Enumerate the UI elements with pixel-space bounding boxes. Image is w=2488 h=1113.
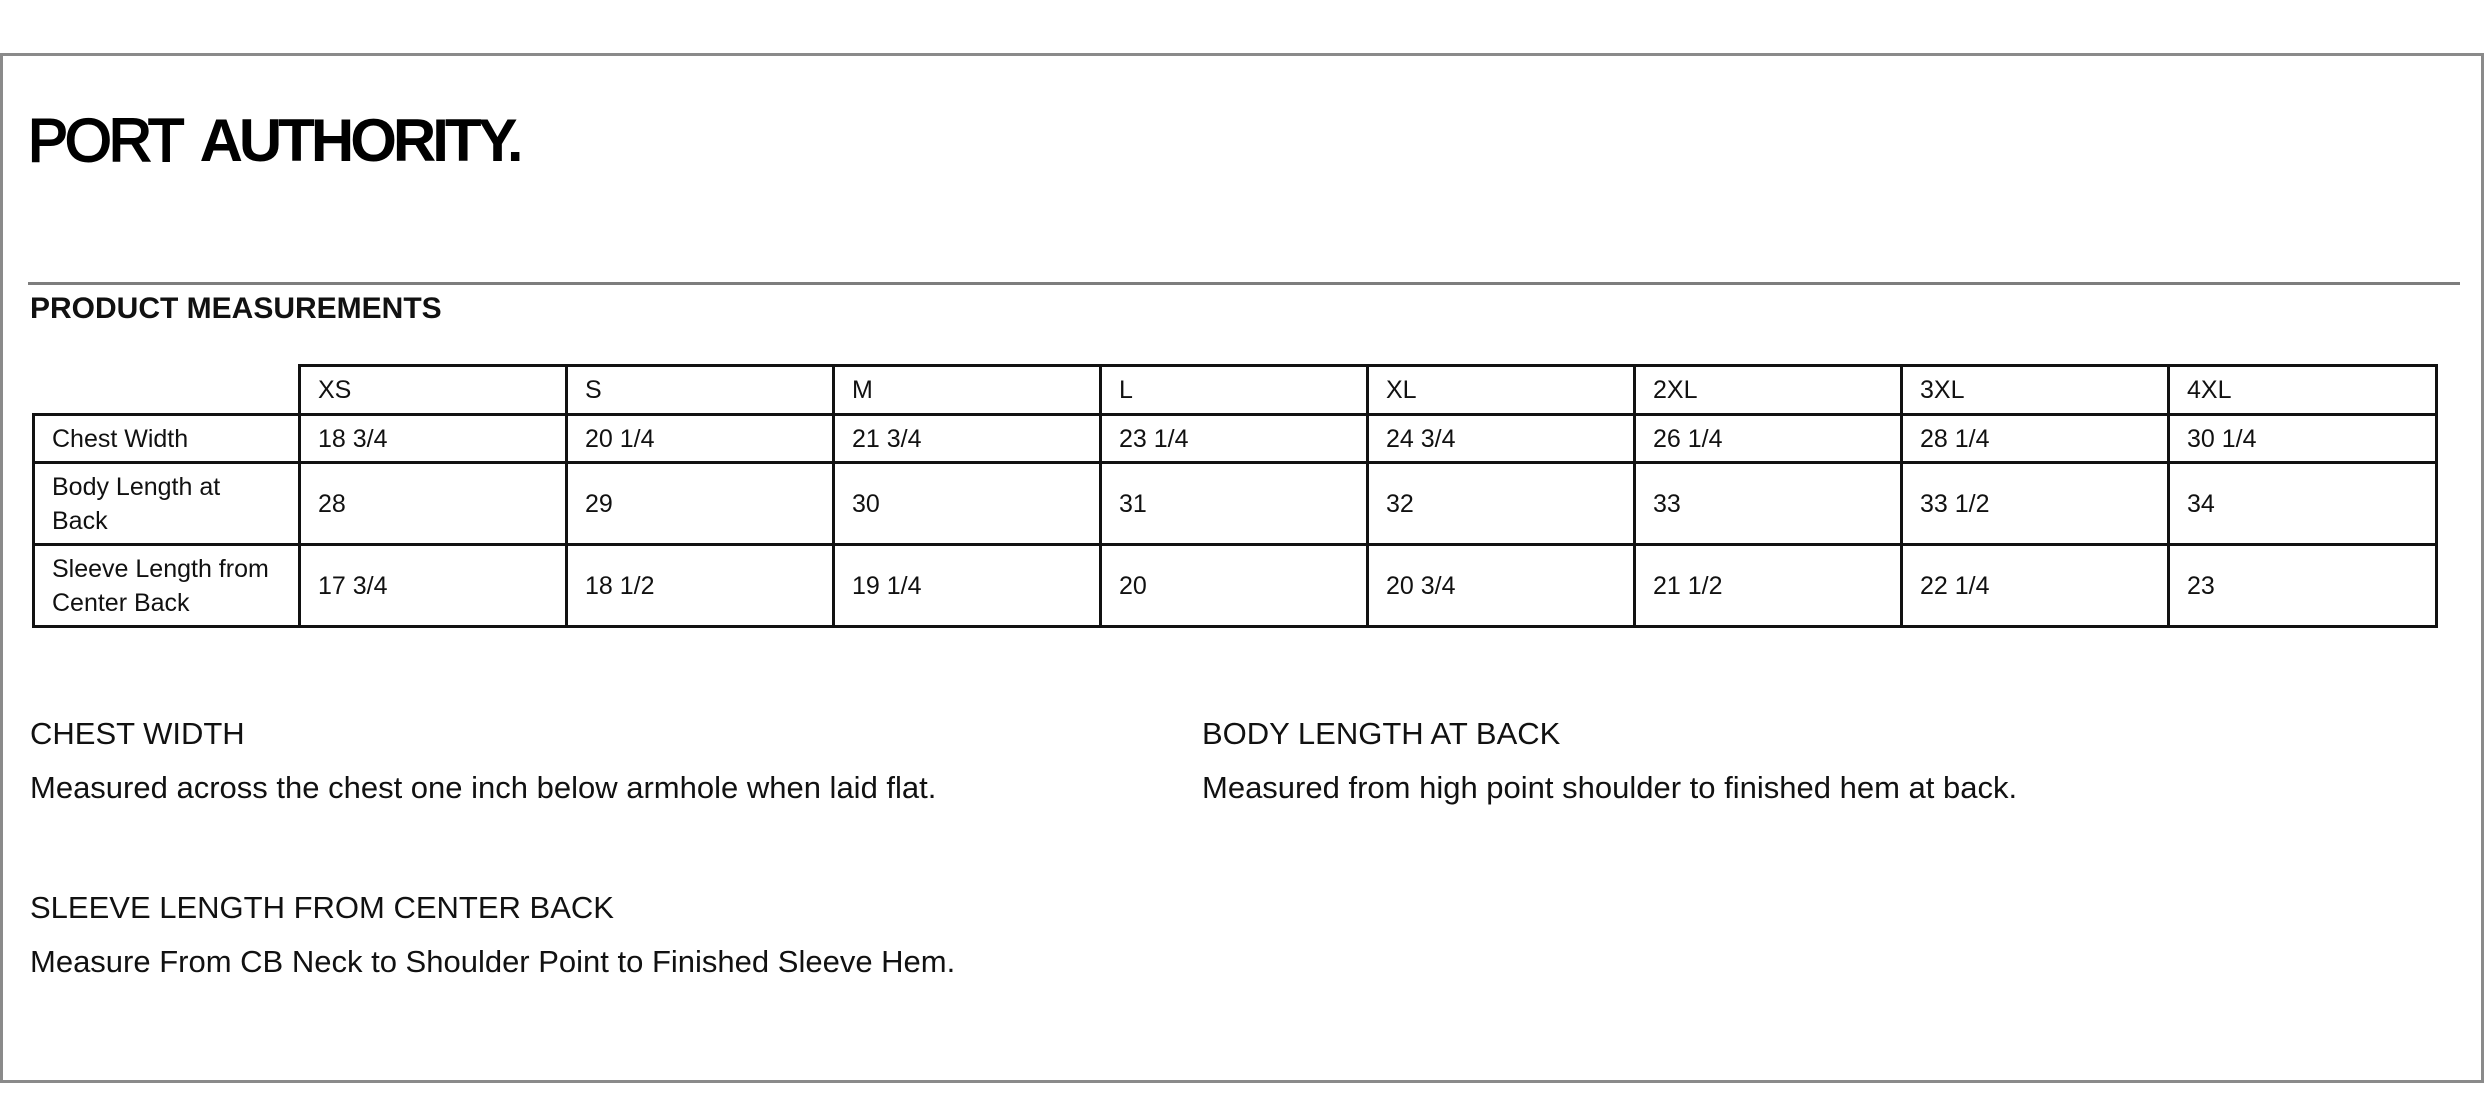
definition-text: Measure From CB Neck to Shoulder Point to Finished Sleeve Hem. [30,944,956,979]
table-cell: 28 1/4 [1902,415,2169,463]
table-cell: 18 3/4 [300,415,567,463]
table-cell: 32 [1368,463,1635,545]
table-cell: 21 3/4 [834,415,1101,463]
divider [28,282,2460,285]
table-cell: 19 1/4 [834,545,1101,627]
table-cell: 29 [567,463,834,545]
size-header: 3XL [1902,366,2169,415]
table-header-row [34,366,2437,415]
table-cell: 30 1/4 [2169,415,2437,463]
table-cell: 33 [1635,463,1902,545]
definition-heading: BODY LENGTH AT BACK [1202,716,1561,751]
table-cell: 22 1/4 [1902,545,2169,627]
size-header: XL [1368,366,1635,415]
size-header: M [834,366,1101,415]
table-row [34,415,2437,463]
row-label-line: Back [52,506,108,535]
definition-text: Measured from high point shoulder to finished hem at back. [1202,770,2018,805]
row-label-line: Body Length at [52,472,221,501]
size-header: 2XL [1635,366,1902,415]
brand-logo [28,106,520,174]
table-cell: 20 [1101,545,1368,627]
table-cell: 23 [2169,545,2437,627]
table-cell: 24 3/4 [1368,415,1635,463]
row-label-line: Center Back [52,588,190,617]
table-cell: 23 1/4 [1101,415,1368,463]
size-header: L [1101,366,1368,415]
logo-port: PORT [28,106,182,174]
definition-body-length [1202,714,2017,808]
row-label-line: Sleeve Length from [52,554,269,583]
table-cell: 26 1/4 [1635,415,1902,463]
size-header: 4XL [2169,366,2437,415]
table-cell: 17 3/4 [300,545,567,627]
row-label: Chest Width [34,415,300,463]
table-cell: 30 [834,463,1101,545]
size-header: XS [300,366,567,415]
measurements-table [32,364,2438,628]
size-header: S [567,366,834,415]
logo-authority: AUTHORITY. [199,106,520,174]
row-label [34,463,300,545]
definition-sleeve-length [30,888,955,982]
table-cell: 21 1/2 [1635,545,1902,627]
definition-heading: SLEEVE LENGTH FROM CENTER BACK [30,890,614,925]
table-row [34,463,2437,545]
table-cell: 31 [1101,463,1368,545]
table-cell: 20 1/4 [567,415,834,463]
table-cell: 33 1/2 [1902,463,2169,545]
table-cell: 20 3/4 [1368,545,1635,627]
definition-heading: CHEST WIDTH [30,716,245,751]
table-corner-cell [34,366,300,415]
definition-chest-width [30,714,936,808]
table-cell: 18 1/2 [567,545,834,627]
table-cell: 34 [2169,463,2437,545]
table-row [34,545,2437,627]
definition-text: Measured across the chest one inch below armhole when laid flat. [30,770,937,805]
row-label [34,545,300,627]
table-cell: 28 [300,463,567,545]
section-title: PRODUCT MEASUREMENTS [30,292,442,325]
